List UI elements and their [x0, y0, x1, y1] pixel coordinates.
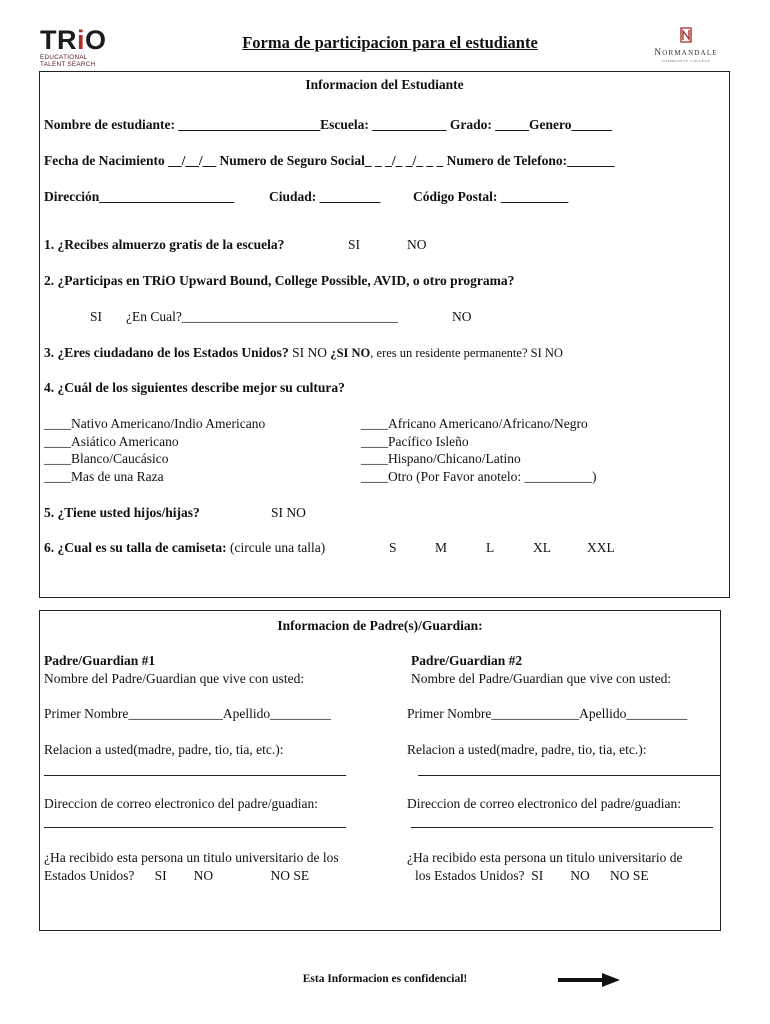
guardian-1-name-field[interactable]: Primer Nombre______________Apellido_________	[44, 706, 331, 721]
student-name-line[interactable]: Nombre de estudiante: _____________________Escuela: ___________ Grado: _____Genero______	[44, 117, 612, 132]
student-section-title: Informacion del Estudiante	[305, 77, 464, 92]
guardian-section-title: Informacion de Padre(s)/Guardian:	[277, 618, 483, 633]
culture-option[interactable]: ____Blanco/Caucásico	[44, 451, 169, 466]
q3-if-no: ¿SI NO	[330, 346, 371, 360]
normandale-name: Normandale	[654, 48, 718, 58]
address-field[interactable]: Dirección____________________	[44, 189, 235, 204]
document-title: Forma de participacion para el estudiante	[242, 33, 538, 52]
q1-no-option[interactable]: NO	[407, 237, 427, 252]
size-option-xxl[interactable]: XXL	[587, 540, 615, 555]
confidential-note: Esta Informacion es confidencial!	[302, 973, 468, 985]
guardian-1-email-label: Direccion de correo electronico del padre/guadian:	[44, 796, 318, 811]
trio-logo-main: TRiO	[40, 25, 107, 55]
culture-option[interactable]: ____Otro (Por Favor anotelo: __________)	[361, 468, 597, 484]
zip-field[interactable]: Código Postal: __________	[413, 189, 569, 204]
culture-option[interactable]: ____Pacífico Isleño	[361, 433, 469, 449]
guardian-1-relation-line[interactable]	[44, 775, 346, 776]
question-1: 1. ¿Recibes almuerzo gratis de la escuela?	[44, 237, 285, 252]
guardian-2-email-line[interactable]	[411, 827, 713, 828]
culture-option[interactable]: ____Asiático Americano	[44, 433, 179, 449]
size-option-s[interactable]: S	[389, 540, 397, 555]
guardian-2-degree-options[interactable]: los Estados Unidos? SI NO NO SE	[415, 868, 649, 883]
q2-no-option[interactable]: NO	[452, 309, 472, 324]
guardian-2-relation-line[interactable]	[418, 775, 720, 776]
size-option-m[interactable]: M	[435, 540, 448, 555]
arrow-right-icon	[558, 971, 620, 989]
q3-options[interactable]: SI NO	[292, 345, 327, 360]
guardian-2-relation-label: Relacion a usted(madre, padre, tio, tia, etc.):	[407, 742, 647, 757]
trio-logo-line2: TALENT SEARCH	[40, 61, 96, 68]
question-2: 2. ¿Participas en TRiO Upward Bound, College Possible, AVID, o otro programa?	[44, 273, 515, 288]
q1-yes-option[interactable]: SI	[348, 237, 361, 252]
normandale-sub: COMMUNITY COLLEGE	[661, 59, 711, 63]
guardian-2-email-label: Direccion de correo electronico del padre/guadian:	[407, 796, 681, 811]
question-6: 6. ¿Cual es su talla de camiseta:	[44, 540, 227, 555]
size-option-xl[interactable]: XL	[533, 540, 551, 555]
question-6-row	[44, 540, 325, 556]
guardian-1-degree-options[interactable]: Estados Unidos? SI NO NO SE	[44, 868, 310, 883]
guardian-2-lives: Nombre del Padre/Guardian que vive con usted:	[411, 671, 672, 686]
guardian-2-heading: Padre/Guardian #2	[411, 653, 523, 668]
q2-yes-option[interactable]: SI	[90, 309, 103, 324]
normandale-logo	[644, 26, 728, 66]
q5-options[interactable]: SI NO	[271, 505, 306, 520]
q6-hint: (circule una talla)	[226, 540, 326, 555]
city-field[interactable]: Ciudad: _________	[269, 189, 381, 204]
question-4: 4. ¿Cuál de los siguientes describe mejor su cultura?	[44, 380, 345, 395]
culture-option[interactable]: ____Mas de una Raza	[44, 468, 164, 484]
guardian-1-degree-q: ¿Ha recibido esta persona un titulo universitario de los	[44, 850, 339, 865]
guardian-2-degree-q: ¿Ha recibido esta persona un titulo universitario de	[407, 850, 683, 865]
guardian-1-relation-label: Relacion a usted(madre, padre, tio, tia, etc.):	[44, 742, 284, 757]
student-section	[39, 71, 730, 598]
culture-left-list	[44, 415, 265, 485]
culture-option[interactable]: ____Africano Americano/Africano/Negro	[361, 416, 588, 431]
guardian-2-name-field[interactable]: Primer Nombre_____________Apellido_________	[407, 706, 688, 721]
q2-which-field[interactable]: ¿En Cual?________________________________	[126, 309, 398, 324]
culture-option[interactable]: ____Hispano/Chicano/Latino	[361, 451, 521, 466]
guardian-1-heading: Padre/Guardian #1	[44, 653, 156, 668]
culture-option[interactable]: ____Nativo Americano/Indio Americano	[44, 416, 266, 431]
question-5: 5. ¿Tiene usted hijos/hijas?	[44, 505, 200, 520]
student-birth-line[interactable]: Fecha de Nacimiento __/__/__ Numero de Seguro Social_ _ _/_ _/_ _ _ Numero de Telefono:_______	[44, 153, 615, 168]
guardian-1-lives: Nombre del Padre/Guardian que vive con usted:	[44, 671, 305, 686]
size-option-l[interactable]: L	[486, 540, 495, 555]
q3-followup[interactable]: , eres un residente permanente? SI NO	[370, 346, 563, 360]
trio-logo-line1: EDUCATIONAL	[40, 54, 88, 61]
question-3: 3. ¿Eres ciudadano de los Estados Unidos?	[44, 345, 289, 360]
guardian-section	[39, 610, 721, 931]
question-3-row	[44, 345, 563, 361]
culture-right-list	[361, 415, 596, 485]
guardian-1-email-line[interactable]	[44, 827, 346, 828]
normandale-mark-icon	[678, 26, 694, 44]
